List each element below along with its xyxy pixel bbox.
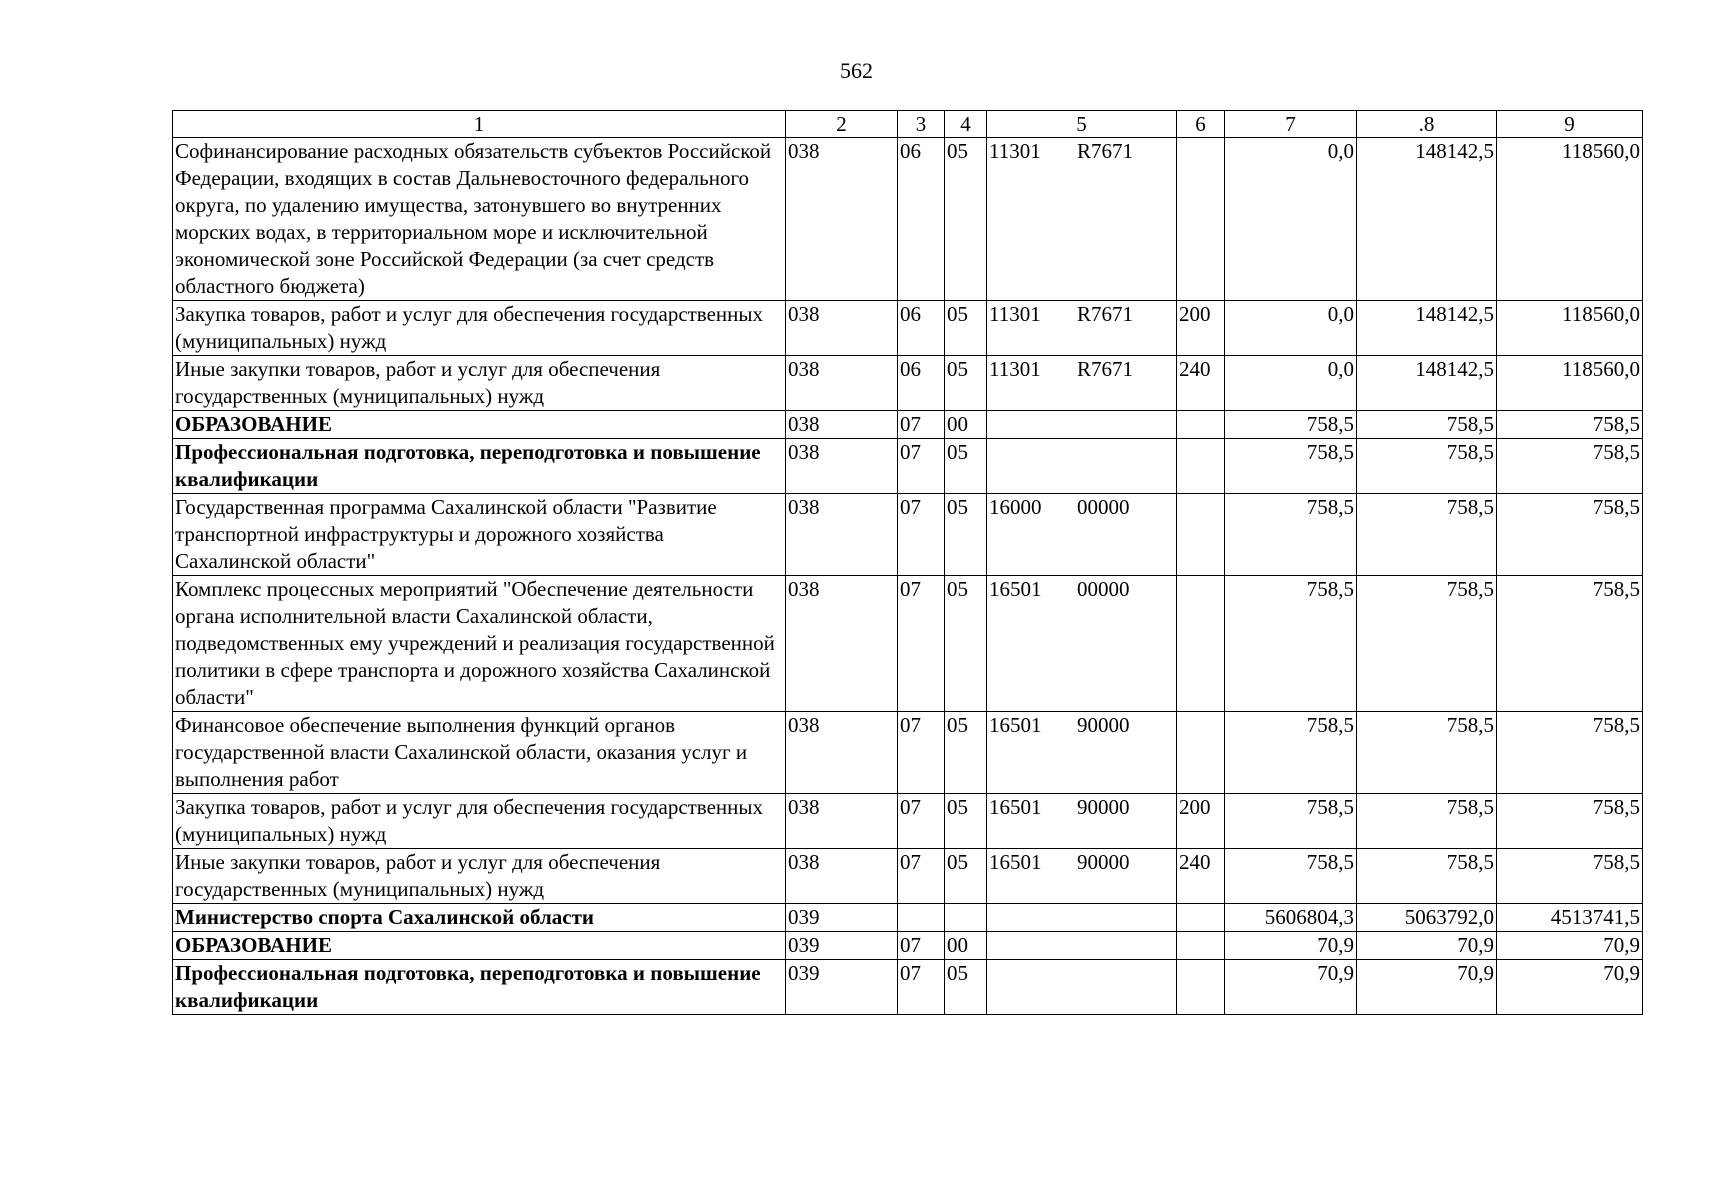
code-section: 06 xyxy=(898,356,945,411)
amount-year-2: 758,5 xyxy=(1357,849,1497,904)
column-header: 7 xyxy=(1225,111,1357,138)
code-subsection xyxy=(945,904,987,932)
amount-year-2: 758,5 xyxy=(1357,712,1497,794)
amount-year-3: 118560,0 xyxy=(1497,301,1643,356)
row-name: Профессиональная подготовка, переподготовка и повышение квалификации xyxy=(173,439,786,494)
amount-year-2: 758,5 xyxy=(1357,794,1497,849)
column-header: 3 xyxy=(898,111,945,138)
code-subsection: 05 xyxy=(945,849,987,904)
table-row xyxy=(173,932,1643,960)
code-target-article xyxy=(987,138,1177,301)
code-direction: 90000 xyxy=(1077,713,1130,737)
table-row xyxy=(173,712,1643,794)
row-name: Финансовое обеспечение выполнения функций органов государственной власти Сахалинской области, оказания услуг и выполнения работ xyxy=(173,712,786,794)
column-header: 6 xyxy=(1177,111,1225,138)
code-expense-type: 200 xyxy=(1177,301,1225,356)
amount-year-2: 70,9 xyxy=(1357,960,1497,1015)
code-target-article xyxy=(987,794,1177,849)
code-ministry: 038 xyxy=(786,576,898,712)
column-header: .8 xyxy=(1357,111,1497,138)
code-expense-type xyxy=(1177,960,1225,1015)
code-ministry: 038 xyxy=(786,439,898,494)
amount-year-3: 4513741,5 xyxy=(1497,904,1643,932)
code-subsection: 05 xyxy=(945,301,987,356)
code-expense-type xyxy=(1177,494,1225,576)
amount-year-1: 758,5 xyxy=(1225,712,1357,794)
code-ministry: 038 xyxy=(786,138,898,301)
row-name: Министерство спорта Сахалинской области xyxy=(173,904,786,932)
amount-year-3: 758,5 xyxy=(1497,411,1643,439)
code-program: 11301 xyxy=(989,357,1041,381)
code-target-article xyxy=(987,301,1177,356)
code-expense-type xyxy=(1177,439,1225,494)
code-ministry: 038 xyxy=(786,794,898,849)
code-subsection: 05 xyxy=(945,960,987,1015)
row-name: Закупка товаров, работ и услуг для обеспечения государственных (муниципальных) нужд xyxy=(173,794,786,849)
amount-year-1: 0,0 xyxy=(1225,301,1357,356)
column-header: 1 xyxy=(173,111,786,138)
table-row xyxy=(173,138,1643,301)
amount-year-3: 758,5 xyxy=(1497,576,1643,712)
code-section: 07 xyxy=(898,849,945,904)
code-subsection: 05 xyxy=(945,356,987,411)
column-header: 4 xyxy=(945,111,987,138)
code-section: 06 xyxy=(898,301,945,356)
amount-year-2: 5063792,0 xyxy=(1357,904,1497,932)
code-target-article xyxy=(987,576,1177,712)
column-header: 2 xyxy=(786,111,898,138)
code-program: 16501 xyxy=(989,577,1042,601)
code-subsection: 05 xyxy=(945,794,987,849)
amount-year-3: 758,5 xyxy=(1497,849,1643,904)
code-section xyxy=(898,904,945,932)
code-target-article xyxy=(987,439,1177,494)
table-row xyxy=(173,849,1643,904)
table-row xyxy=(173,301,1643,356)
code-target-article xyxy=(987,411,1177,439)
column-header: 9 xyxy=(1497,111,1643,138)
table-row xyxy=(173,439,1643,494)
code-direction: R7671 xyxy=(1077,357,1134,381)
amount-year-1: 758,5 xyxy=(1225,439,1357,494)
amount-year-1: 5606804,3 xyxy=(1225,904,1357,932)
table-row xyxy=(173,904,1643,932)
amount-year-3: 758,5 xyxy=(1497,494,1643,576)
code-target-article xyxy=(987,960,1177,1015)
amount-year-3: 118560,0 xyxy=(1497,356,1643,411)
amount-year-3: 118560,0 xyxy=(1497,138,1643,301)
row-name: Комплекс процессных мероприятий "Обеспечение деятельности органа исполнительной власти Сахалинской области, подведомственных ему учреждений и реализация государственной политики в сфере транспорта и дорожного хозяйства Сахалинской области" xyxy=(173,576,786,712)
amount-year-2: 758,5 xyxy=(1357,439,1497,494)
amount-year-1: 758,5 xyxy=(1225,411,1357,439)
row-name: Профессиональная подготовка, переподготовка и повышение квалификации xyxy=(173,960,786,1015)
code-subsection: 05 xyxy=(945,138,987,301)
code-subsection: 05 xyxy=(945,439,987,494)
code-ministry: 038 xyxy=(786,712,898,794)
code-subsection: 05 xyxy=(945,494,987,576)
code-direction: 00000 xyxy=(1077,577,1130,601)
amount-year-2: 148142,5 xyxy=(1357,356,1497,411)
code-section: 07 xyxy=(898,712,945,794)
code-program: 11301 xyxy=(989,302,1041,326)
code-subsection: 00 xyxy=(945,932,987,960)
row-name: ОБРАЗОВАНИЕ xyxy=(173,411,786,439)
code-direction: 90000 xyxy=(1077,850,1130,874)
code-direction: 90000 xyxy=(1077,795,1130,819)
amount-year-3: 70,9 xyxy=(1497,960,1643,1015)
code-section: 07 xyxy=(898,411,945,439)
code-ministry: 038 xyxy=(786,494,898,576)
table-row xyxy=(173,494,1643,576)
amount-year-2: 758,5 xyxy=(1357,411,1497,439)
amount-year-3: 758,5 xyxy=(1497,439,1643,494)
amount-year-2: 758,5 xyxy=(1357,494,1497,576)
code-ministry: 039 xyxy=(786,932,898,960)
code-direction: R7671 xyxy=(1077,302,1134,326)
code-expense-type xyxy=(1177,411,1225,439)
code-direction: 00000 xyxy=(1077,495,1130,519)
amount-year-1: 70,9 xyxy=(1225,932,1357,960)
amount-year-1: 758,5 xyxy=(1225,494,1357,576)
code-subsection: 05 xyxy=(945,576,987,712)
code-ministry: 038 xyxy=(786,849,898,904)
budget-table xyxy=(172,110,1643,1015)
table-row xyxy=(173,411,1643,439)
code-ministry: 038 xyxy=(786,301,898,356)
amount-year-3: 758,5 xyxy=(1497,794,1643,849)
code-target-article xyxy=(987,494,1177,576)
amount-year-2: 148142,5 xyxy=(1357,138,1497,301)
amount-year-1: 758,5 xyxy=(1225,849,1357,904)
code-program: 11301 xyxy=(989,139,1041,163)
row-name: Государственная программа Сахалинской области "Развитие транспортной инфраструктуры и дорожного хозяйства Сахалинской области" xyxy=(173,494,786,576)
code-target-article xyxy=(987,932,1177,960)
code-section: 07 xyxy=(898,932,945,960)
table-header-row xyxy=(173,111,1643,138)
code-expense-type: 240 xyxy=(1177,849,1225,904)
code-section: 07 xyxy=(898,960,945,1015)
code-program: 16501 xyxy=(989,850,1042,874)
code-section: 07 xyxy=(898,439,945,494)
code-target-article xyxy=(987,712,1177,794)
column-header: 5 xyxy=(987,111,1177,138)
code-program: 16501 xyxy=(989,713,1042,737)
code-section: 07 xyxy=(898,794,945,849)
table-row xyxy=(173,356,1643,411)
amount-year-1: 758,5 xyxy=(1225,794,1357,849)
code-subsection: 00 xyxy=(945,411,987,439)
code-ministry: 038 xyxy=(786,411,898,439)
table-row xyxy=(173,794,1643,849)
code-section: 07 xyxy=(898,576,945,712)
table-row xyxy=(173,960,1643,1015)
row-name: ОБРАЗОВАНИЕ xyxy=(173,932,786,960)
code-section: 06 xyxy=(898,138,945,301)
code-section: 07 xyxy=(898,494,945,576)
code-target-article xyxy=(987,356,1177,411)
row-name: Закупка товаров, работ и услуг для обеспечения государственных (муниципальных) нужд xyxy=(173,301,786,356)
code-expense-type xyxy=(1177,138,1225,301)
amount-year-2: 148142,5 xyxy=(1357,301,1497,356)
code-expense-type: 200 xyxy=(1177,794,1225,849)
code-ministry: 038 xyxy=(786,356,898,411)
amount-year-2: 758,5 xyxy=(1357,576,1497,712)
code-expense-type xyxy=(1177,932,1225,960)
amount-year-1: 0,0 xyxy=(1225,138,1357,301)
code-program: 16000 xyxy=(989,495,1042,519)
amount-year-1: 0,0 xyxy=(1225,356,1357,411)
row-name: Иные закупки товаров, работ и услуг для обеспечения государственных (муниципальных) нужд xyxy=(173,849,786,904)
code-program: 16501 xyxy=(989,795,1042,819)
code-ministry: 039 xyxy=(786,904,898,932)
code-subsection: 05 xyxy=(945,712,987,794)
amount-year-3: 70,9 xyxy=(1497,932,1643,960)
amount-year-1: 758,5 xyxy=(1225,576,1357,712)
code-target-article xyxy=(987,904,1177,932)
code-expense-type: 240 xyxy=(1177,356,1225,411)
code-expense-type xyxy=(1177,576,1225,712)
amount-year-3: 758,5 xyxy=(1497,712,1643,794)
row-name: Иные закупки товаров, работ и услуг для обеспечения государственных (муниципальных) нужд xyxy=(173,356,786,411)
amount-year-2: 70,9 xyxy=(1357,932,1497,960)
row-name: Софинансирование расходных обязательств субъектов Российской Федерации, входящих в состав Дальневосточного федерального округа, по удалению имущества, затонувшего во внутренних морских водах, в территориальном море и исключительной экономической зоне Российской Федерации (за счет средств областного бюджета) xyxy=(173,138,786,301)
code-expense-type xyxy=(1177,904,1225,932)
code-direction: R7671 xyxy=(1077,139,1134,163)
page-number: 562 xyxy=(840,58,873,83)
amount-year-1: 70,9 xyxy=(1225,960,1357,1015)
code-expense-type xyxy=(1177,712,1225,794)
table-row xyxy=(173,576,1643,712)
code-target-article xyxy=(987,849,1177,904)
code-ministry: 039 xyxy=(786,960,898,1015)
